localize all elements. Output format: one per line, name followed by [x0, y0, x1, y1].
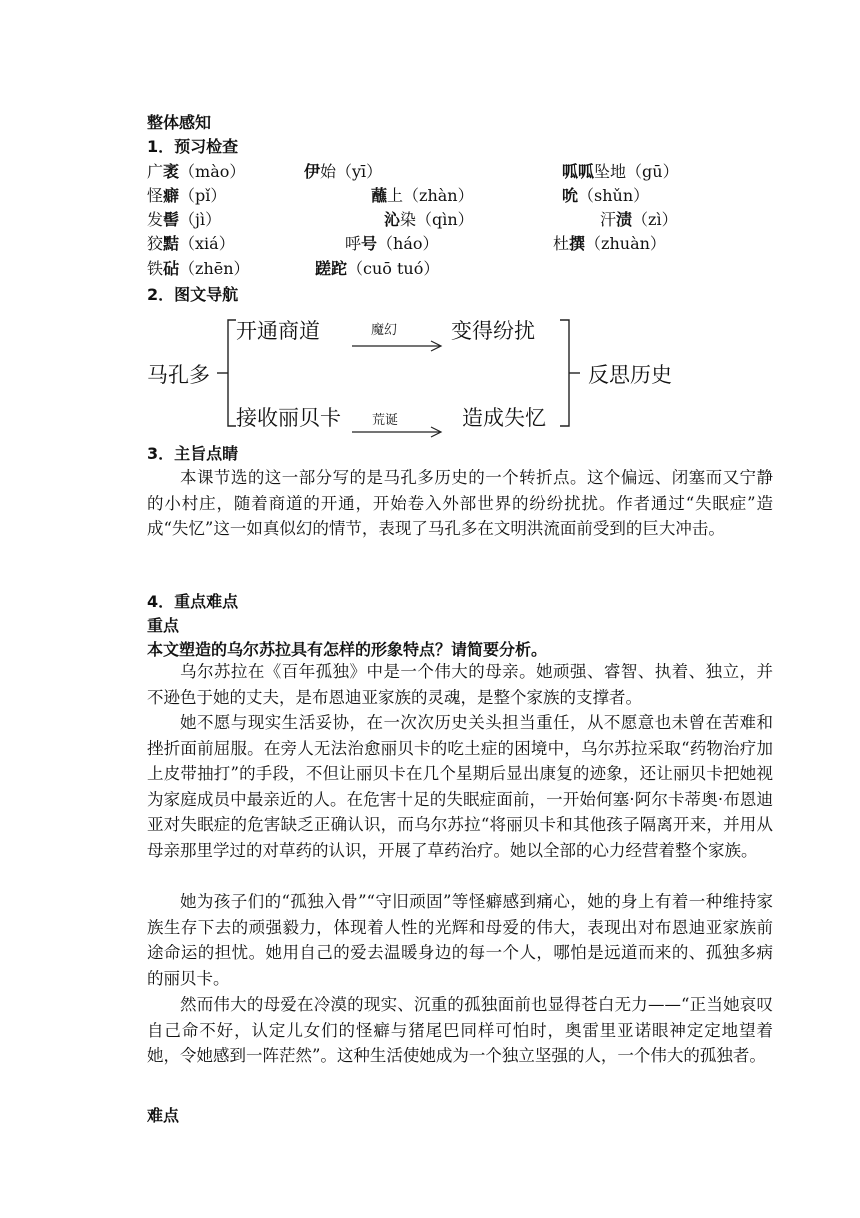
diagram-top-right-node: 变得纷扰 [451, 319, 535, 343]
theme-heading: 3．主旨点睛 [147, 444, 239, 463]
vocab-item: 广袤（mào） [147, 162, 246, 181]
diagram-lines [0, 0, 860, 450]
diagram-bottom-arrow-label: 荒诞 [372, 413, 399, 428]
diagram-center-node: 马孔多 [147, 363, 210, 387]
vocab-item: 沁染（qìn） [384, 210, 474, 229]
diagram-top-left-node: 开通商道 [236, 319, 320, 343]
diagram-heading: 2．图文导航 [147, 285, 239, 304]
answer-paragraph: 然而伟大的母爱在冷漠的现实、沉重的孤独面前也显得苍白无力——“正当她哀叹自己命不好，认定儿女们的怪癖与猪尾巴同样可怕时，奥雷里亚诺眼神定定地望着她，令她感到一阵茫然”。这种生活使她成为一个独立坚强的人，一个伟大的孤独者。 [147, 995, 773, 1066]
key-difficult-heading: 4．重点难点 [147, 592, 239, 611]
vocab-item: 杜撰（zhuàn） [553, 234, 666, 253]
preview-check-heading: 1．预习检查 [147, 137, 239, 156]
vocab-item: 铁砧（zhēn） [147, 259, 250, 278]
key-point-heading: 重点 [147, 616, 180, 635]
key-question: 本文塑造的乌尔苏拉具有怎样的形象特点？请简要分析。 [147, 640, 548, 659]
diagram-result-node: 反思历史 [588, 363, 672, 387]
vocab-item: 伊始（yī） [304, 162, 383, 181]
answer-paragraph: 乌尔苏拉在《百年孤独》中是一个伟大的母亲。她顽强、睿智、执着、独立，并不逊色于她的丈夫，是布恩迪亚家族的灵魂，是整个家族的支撑者。 [147, 662, 773, 707]
vocab-item: 发髻（jì） [147, 210, 222, 229]
answer-paragraph: 她不愿与现实生活妥协，在一次次历史关头担当重任，从不愿意也未曾在苦难和挫折面前屈服。在旁人无法治愈丽贝卡的吃土症的困境中，乌尔苏拉采取“药物治疗加上皮带抽打”的手段，不但让丽贝卡在几个星期后显出康复的迹象，还让丽贝卡把她视为家庭成员中最亲近的人。在危害十足的失眠症面前，一开始何塞·阿尔卡蒂奥·布恩迪亚对失眠症的危害缺乏正确认识，而乌尔苏拉“将丽贝卡和其他孩子隔离开来，并用从母亲那里学过的对草药的认识，开展了草药治疗。她以全部的心力经营着整个家族。 [147, 713, 773, 860]
vocab-item: 汗渍（zì） [600, 210, 678, 229]
vocab-item: 呼号（háo） [345, 234, 439, 253]
vocab-item: 呱呱坠地（gū） [562, 162, 679, 181]
answer-paragraph: 她为孩子们的“孤独入骨”“守旧顽固”等怪癖感到痛心，她的身上有着一种维持家族生存下去的顽强毅力，体现着人性的光辉和母爱的伟大，表现出对布恩迪亚家族前途命运的担忧。她用自己的爱去温暖身边的每一个人，哪怕是远道而来的、孤独多病的丽贝卡。 [147, 892, 773, 988]
diagram-top-arrow-label: 魔幻 [371, 323, 398, 338]
vocab-item: 蘸上（zhàn） [371, 186, 474, 205]
vocab-item: 狡黠（xiá） [147, 234, 235, 253]
vocab-item: 蹉跎（cuō tuó） [315, 259, 440, 278]
theme-paragraph: 本课节选的这一部分写的是马孔多历史的一个转折点。这个偏远、闭塞而又宁静的小村庄，随着商道的开通，开始卷入外部世界的纷纷扰扰。作者通过“失眠症”造成“失忆”这一如真似幻的情节，表现了马孔多在文明洪流面前受到的巨大冲击。 [147, 468, 773, 539]
vocab-item: 怪癖（pǐ） [147, 186, 227, 205]
diagram-bottom-right-node: 造成失忆 [462, 406, 546, 430]
vocab-item: 吮（shǔn） [562, 186, 650, 205]
difficult-point-heading: 难点 [147, 1106, 180, 1125]
overview-heading: 整体感知 [147, 113, 212, 132]
diagram-bottom-left-node: 接收丽贝卡 [236, 406, 341, 430]
